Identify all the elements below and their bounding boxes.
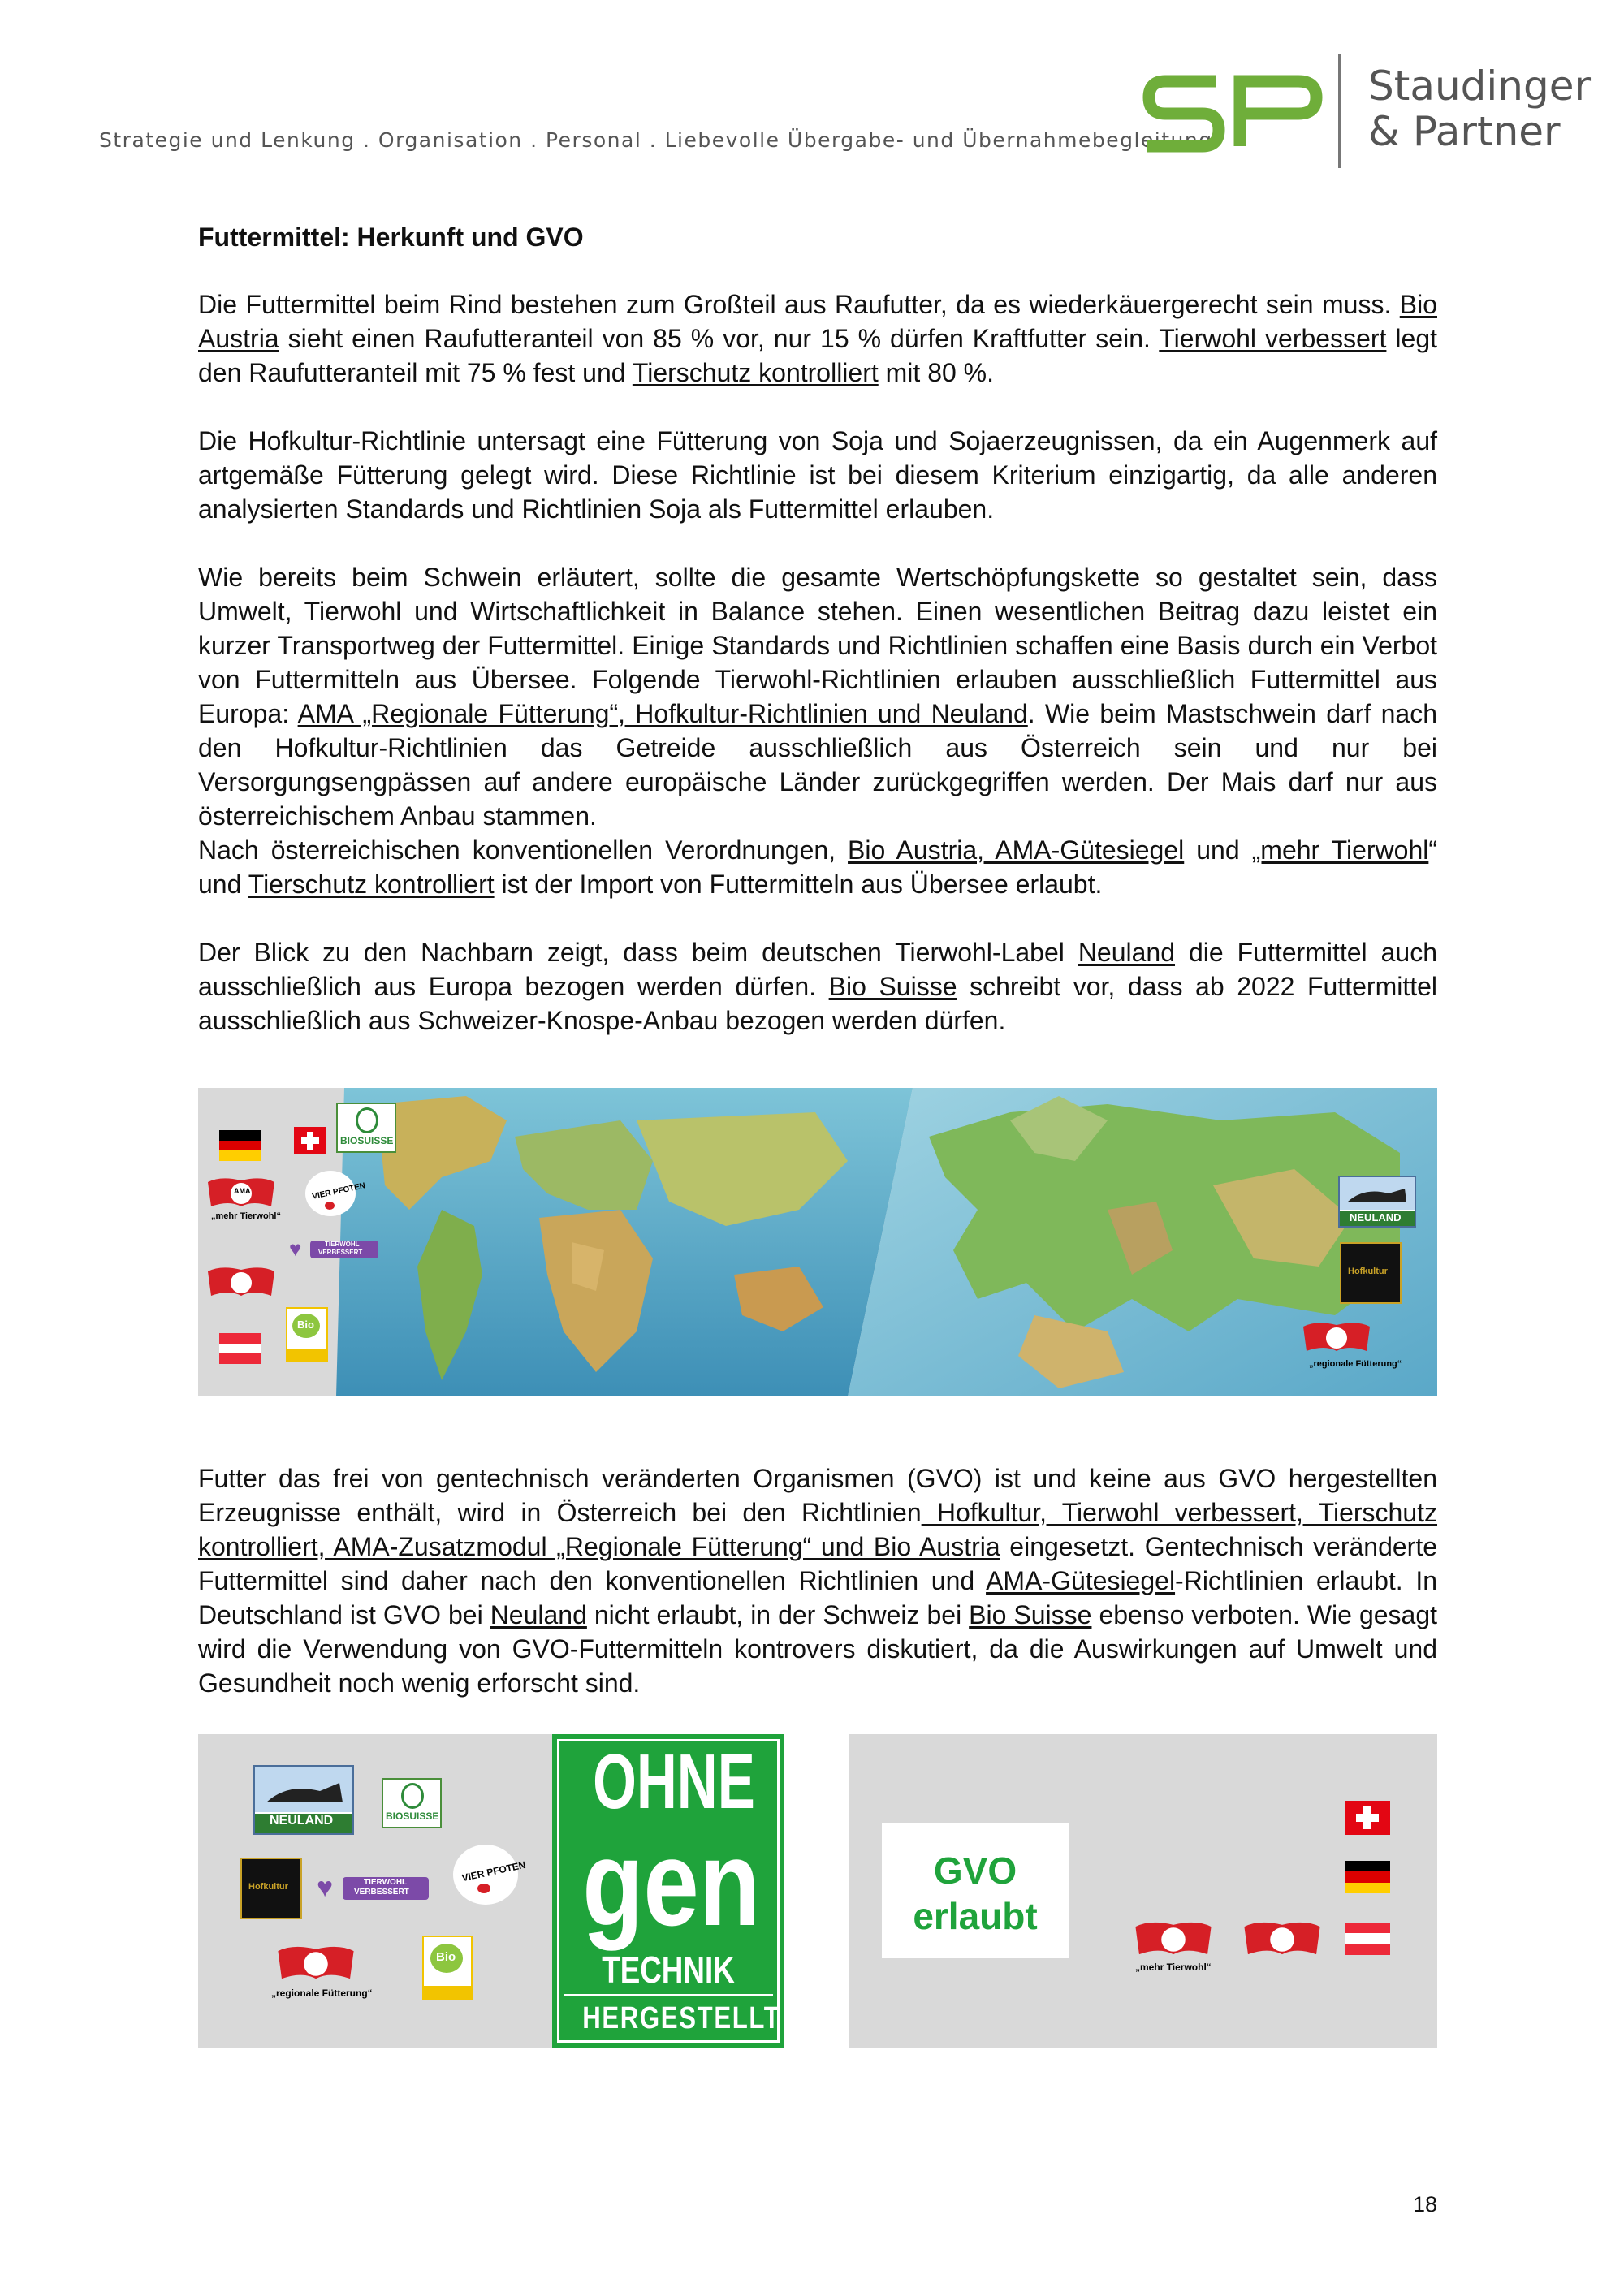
text-run: Nach österreichischen konventionellen Verordnungen,	[198, 835, 849, 865]
hofkultur-label-2: Hofkultur	[248, 1882, 288, 1892]
ama-regionale-fuetterung-logo-icon	[1296, 1320, 1426, 1377]
ama-label: AMA	[234, 1187, 251, 1195]
ama-guetesiegel-logo-icon-3	[1237, 1919, 1327, 1968]
erlaubt-label: erlaubt	[913, 1895, 1038, 1937]
link-mehr-tierwohl[interactable]: „mehr Tierwohl	[1251, 835, 1429, 865]
logo-divider	[1338, 54, 1341, 168]
link-tierschutz-kontrolliert[interactable]: Tierschutz kontrolliert	[632, 358, 879, 387]
ohne-label: OHNE	[593, 1738, 755, 1825]
gvo-label: GVO	[933, 1849, 1017, 1892]
vier-pfoten-label-2: VIER PFOTEN	[460, 1858, 527, 1884]
text-run: sieht einen Raufutteranteil von 85 % vor, nur 15 % dürfen Kraftfutter sein.	[279, 324, 1160, 353]
text-run: nicht erlaubt, in der Schweiz bei	[586, 1600, 970, 1629]
logo-name-line1: Staudinger	[1368, 63, 1592, 110]
text-run: mit 80 %.	[878, 358, 995, 387]
ama-regionale-fuetterung-logo-icon-2	[271, 1944, 409, 2009]
tierwohl-verbessert-logo-icon: ♥ TIERWOHL VERBESSERT	[289, 1236, 378, 1262]
bio-label-2: Bio	[436, 1950, 456, 1964]
figure-gvo-free-labels	[198, 1734, 784, 2048]
gen-label: gen	[582, 1815, 760, 1951]
link-bio-austria-ama[interactable]: Bio Austria, AMA-Gütesiegel	[848, 835, 1185, 865]
text-run: eingesetzt. Gentechnisch veränderte Futtermittel sind daher nach den konventionellen Richtlinien und	[198, 1532, 1438, 1595]
flag-austria-icon-2	[1345, 1923, 1390, 1955]
flag-switzerland-icon	[294, 1127, 326, 1154]
link-bio-suisse[interactable]: Bio Suisse	[828, 972, 957, 1001]
link-bio-suisse-2[interactable]: Bio Suisse	[969, 1600, 1092, 1629]
regionale-fuetterung-label: „regionale Fütterung“	[1309, 1359, 1402, 1369]
link-ama-guetesiegel[interactable]: AMA-Gütesiegel	[986, 1566, 1176, 1595]
link-regionale-fuetterung[interactable]: AMA „Regionale Fütterung“, Hofkultur-Richtlinien und Neuland	[297, 699, 1028, 728]
verbessert-label: VERBESSERT	[318, 1249, 363, 1256]
text-run: Der Blick zu den Nachbarn zeigt, dass beim deutschen Tierwohl-Label	[198, 938, 1078, 967]
link-bio-austria[interactable]: Bio Austria	[198, 290, 1437, 353]
ama-guetesiegel-logo-icon	[205, 1176, 310, 1224]
regionale-fuetterung-label-2: „regionale Fütterung“	[271, 1987, 373, 1999]
link-gvo-frei-richtlinien[interactable]: Hofkultur, Tierwohl verbessert, Tierschutz kontrolliert, AMA-Zusatzmodul „Regionale Fütterung“ und Bio Austria	[198, 1498, 1438, 1561]
neuland-logo-icon-2	[253, 1765, 354, 1835]
text-run: die Futtermittel auch ausschließlich aus Europa bezogen werden dürfen.	[198, 938, 1437, 1001]
neuland-label: NEULAND	[1350, 1211, 1402, 1224]
bio-austria-logo-icon-2	[422, 1936, 473, 2000]
tierwohl-label: TIERWOHL	[325, 1241, 360, 1248]
vier-pfoten-logo-icon-2	[453, 1845, 527, 1905]
flag-germany-icon-2	[1345, 1861, 1390, 1893]
section-title: Futtermittel: Herkunft und GVO	[198, 222, 584, 252]
hofkultur-logo-icon	[1340, 1242, 1402, 1304]
flag-germany-icon	[219, 1130, 261, 1161]
sp-logo-mark-icon	[1141, 50, 1328, 172]
paragraph-transport	[198, 560, 1437, 833]
figure-feed-origin-map	[198, 1088, 1437, 1396]
flag-austria-icon	[219, 1333, 261, 1364]
vier-pfoten-logo-icon	[305, 1171, 367, 1216]
neuland-label-2: NEULAND	[270, 1814, 334, 1828]
link-neuland-2[interactable]: Neuland	[490, 1600, 587, 1629]
verbessert-label-2: VERBESSERT	[354, 1888, 409, 1897]
page-number: 18	[1413, 2192, 1438, 2216]
vier-pfoten-label: VIER PFOTEN	[311, 1181, 367, 1202]
text-run: “ und	[198, 835, 1437, 899]
text-run: -Richtlinien erlaubt. In Deutschland ist GVO bei	[198, 1566, 1438, 1629]
hofkultur-label: Hofkultur	[1348, 1267, 1388, 1276]
text-run: ist der Import von Futtermitteln aus Übersee erlaubt.	[494, 870, 1103, 899]
neuland-logo-icon	[1338, 1176, 1416, 1228]
text-run: ebenso verboten. Wie gesagt wird die Verwendung von GVO-Futtermitteln kontrovers diskutiert, da die Auswirkungen auf Umwelt und Gesundheit noch wenig erforscht sind.	[198, 1600, 1438, 1698]
paragraph-soja: Die Hofkultur-Richtlinie untersagt eine Fütterung von Soja und Sojaerzeugnissen, da ein Augenmerk auf artgemäße Fütterung gelegt wird. Diese Richtlinie ist bei diesem Kriterium einzigartig, da alle anderen analysierten Standards und Richtlinien Soja als Futtermittel erlauben.	[198, 426, 1437, 524]
ama-guetesiegel-logo-icon-2	[205, 1265, 278, 1302]
tierwohl-verbessert-logo-icon-2: ♥ TIERWOHL VERBESSERT	[317, 1872, 430, 1905]
paragraph-gvo	[198, 1461, 1437, 1700]
figure-gvo-allowed	[849, 1734, 1437, 2048]
link-tierschutz-kontrolliert-2[interactable]: Tierschutz kontrolliert	[248, 870, 495, 899]
biosuisse-logo-icon-2	[382, 1778, 442, 1828]
text-run: schreibt vor, dass ab 2022 Futtermittel ausschließlich aus Schweizer-Knospe-Anbau bezogen werden dürfen.	[198, 972, 1438, 1035]
text-run: und	[1184, 835, 1252, 865]
header-tagline: Strategie und Lenkung . Organisation . Personal . Liebevolle Übergabe- und Übernahmebegleitung	[99, 128, 1213, 152]
gvo-erlaubt-box	[882, 1823, 1069, 1958]
mehr-tierwohl-label-2: „mehr Tierwohl“	[1135, 1962, 1212, 1973]
flag-switzerland-icon-2	[1345, 1801, 1390, 1835]
bio-austria-logo-icon	[286, 1307, 328, 1362]
paragraph-neighbours	[198, 935, 1437, 1038]
biosuisse-label: BIOSUISSE	[340, 1135, 394, 1146]
mehr-tierwohl-label: „mehr Tierwohl“	[211, 1211, 281, 1221]
technik-label: TECHNIK	[602, 1949, 735, 1991]
biosuisse-logo-icon	[336, 1103, 396, 1153]
link-neuland[interactable]: Neuland	[1078, 938, 1176, 967]
ohne-gentechnik-seal	[552, 1734, 784, 2048]
bio-label: Bio	[297, 1318, 314, 1331]
link-tierwohl-verbessert[interactable]: Tierwohl verbessert	[1159, 324, 1387, 353]
logo-name-line2: & Partner	[1368, 108, 1561, 155]
ama-mehr-tierwohl-logo-icon	[1129, 1919, 1234, 1984]
text-run: Wie bereits beim Schwein erläutert, sollte die gesamte Wertschöpfungskette so gestaltet sein, dass Umwelt, Tierwohl und Wirtschaftlichkeit in Balance stehen. Einen wesentlichen Beitrag dazu leistet ein kurzer Transportweg der Futtermittel. Einige Standards und Richtlinien schaffen eine Basis durch ein Verbot von Futtermitteln aus Übersee. Folgende Tierwohl-Richtlinien erlauben ausschließlich Futtermittel aus Europa:	[198, 563, 1437, 728]
text-run: legt den Raufutteranteil mit 75 % fest und	[198, 324, 1438, 387]
tierwohl-label-2: TIERWOHL	[364, 1878, 408, 1887]
text-run: Futter das frei von gentechnisch veränderten Organismen (GVO) ist und keine aus GVO hergestellten Erzeugnisse enthält, wird in Österreich bei den Richtlinien	[198, 1464, 1437, 1527]
hofkultur-logo-icon-2	[240, 1858, 302, 1919]
text-run: . Wie beim Mastschwein darf nach den Hofkultur-Richtlinien das Getreide ausschließlich aus Österreich sein und nur bei Versorgungsengpässen auf andere europäische Länder zurückgegriffen werden. Der Mais darf nur aus österreichischem Anbau stammen.	[198, 699, 1438, 831]
paragraph-import	[198, 833, 1437, 901]
text-run: Die Futtermittel beim Rind bestehen zum Großteil aus Raufutter, da es wiederkäuergerecht sein muss.	[198, 290, 1400, 319]
biosuisse-label-2: BIOSUISSE	[386, 1810, 439, 1822]
paragraph-roughage	[198, 287, 1437, 390]
hergestellt-label: HERGESTELLT	[582, 2001, 781, 2035]
company-logo	[1141, 50, 1596, 172]
